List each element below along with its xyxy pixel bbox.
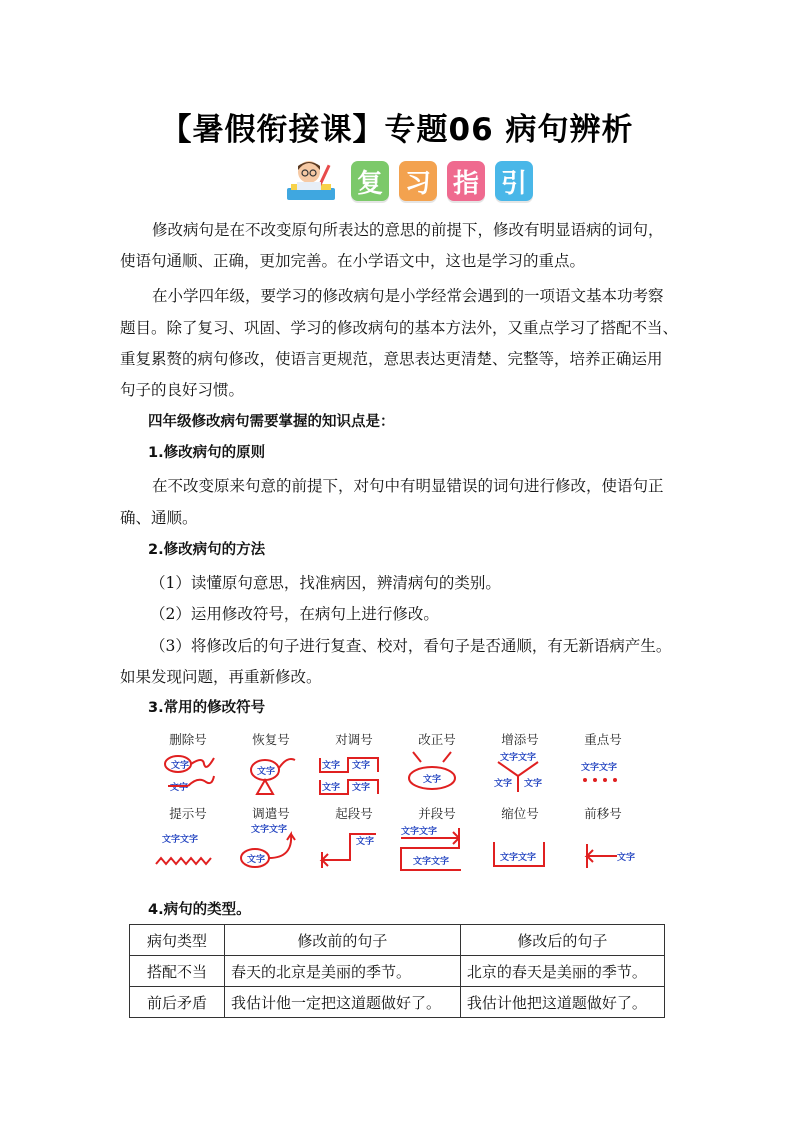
symbol-restore: 恢复号 文字: [231, 730, 311, 800]
new-paragraph-mark-icon: [314, 820, 394, 876]
knowledge-heading: 四年级修改病句需要掌握的知识点是：: [148, 414, 395, 430]
table-row: [130, 956, 665, 987]
section2-heading: 2.修改病句的方法: [148, 542, 266, 558]
row2-after: 我估计他把这道题做好了。: [460, 987, 664, 1018]
svg-text:文字: 文字: [170, 783, 189, 793]
move-forward-mark-icon: [563, 820, 643, 876]
svg-text:文字文字: 文字文字: [500, 853, 537, 863]
move-mark-icon: [231, 820, 311, 876]
symbol-indent: 缩位号 文字文字: [480, 804, 560, 874]
symbol-delete: 删除号 文字 文字: [148, 730, 228, 800]
correct-mark-icon: [397, 746, 477, 802]
intro-line-2: 使语句通顺、正确，更加完善。在小学语文中，这也是学习的重点。: [120, 252, 586, 270]
student-reading-icon: [283, 158, 341, 204]
header-before: 修改前的句子: [225, 925, 461, 956]
svg-text:文字文字: 文字文字: [401, 827, 438, 837]
header-after: 修改后的句子: [460, 925, 664, 956]
guide-char-2: 习: [399, 161, 437, 201]
symbol-new-paragraph: 起段号 文字: [314, 804, 394, 874]
hint-mark-icon: [148, 820, 228, 876]
svg-text:文字: 文字: [356, 837, 375, 847]
intro-line-4: 题目。除了复习、巩固、学习的修改病句的基本方法外，又重点学习了搭配不当、: [120, 319, 679, 337]
symbol-hint: 提示号 文字文字: [148, 804, 228, 874]
guide-char-1: 复: [351, 161, 389, 201]
symbol-swap: 对调号 文字 文字 文字 文字: [314, 730, 394, 800]
svg-text:文字: 文字: [494, 779, 513, 789]
method-item-3: （3）将修改后的句子进行复查、校对，看句子是否通顺，有无新语病产生。: [150, 637, 672, 655]
row2-before: 我估计他一定把这道题做好了。: [225, 987, 461, 1018]
merge-paragraph-mark-icon: [397, 820, 477, 876]
guide-char-4: 引: [495, 161, 533, 201]
svg-text:文字文字: 文字文字: [581, 763, 618, 773]
svg-text:文字文字: 文字文字: [413, 857, 450, 867]
symbol-move-forward: 前移号 文字: [563, 804, 643, 874]
row1-type: 搭配不当: [130, 956, 225, 987]
intro-line-5: 重复累赘的病句修改，使语言更规范，意思表达更清楚、完整等，培养正确运用: [120, 350, 663, 368]
section1-heading: 1.修改病句的原则: [148, 445, 266, 461]
svg-text:文字: 文字: [322, 783, 341, 793]
svg-text:文字: 文字: [352, 761, 371, 771]
symbol-emphasis: 重点号 文字文字: [563, 730, 643, 800]
svg-text:文字: 文字: [524, 779, 543, 789]
guide-char-3: 指: [447, 161, 485, 201]
insert-mark-icon: [480, 746, 560, 802]
symbol-correct: 改正号 文字: [397, 730, 477, 800]
svg-text:文字: 文字: [257, 767, 276, 777]
section4-heading: 4.病句的类型。: [148, 902, 251, 918]
header-type: 病句类型: [130, 925, 225, 956]
section1-line-1: 在不改变原来句意的前提下，对句中有明显错误的词句进行修改，使语句正: [152, 477, 664, 495]
emphasis-mark-icon: [563, 746, 643, 802]
swap-mark-icon: [314, 746, 394, 802]
delete-mark-icon: [148, 746, 228, 802]
section3-heading: 3.常用的修改符号: [148, 700, 266, 716]
method-item-2: （2）运用修改符号，在病句上进行修改。: [150, 605, 439, 623]
row1-after: 北京的春天是美丽的季节。: [460, 956, 664, 987]
symbol-insert: 增添号 文字文字 文字 文字: [480, 730, 560, 800]
indent-mark-icon: [480, 820, 560, 876]
svg-text:文字: 文字: [352, 783, 371, 793]
row2-type: 前后矛盾: [130, 987, 225, 1018]
svg-text:文字: 文字: [247, 855, 266, 865]
svg-text:文字文字: 文字文字: [162, 835, 199, 845]
intro-line-3: 在小学四年级，要学习的修改病句是小学经常会遇到的一项语文基本功考察: [152, 287, 664, 305]
svg-text:文字文字: 文字文字: [500, 753, 537, 763]
svg-text:文字: 文字: [171, 761, 190, 771]
correction-symbols-figure: [148, 730, 648, 880]
method-item-3-cont: 如果发现问题，再重新修改。: [120, 668, 322, 686]
symbol-merge-paragraph: 并段号 文字文字 文字文字: [397, 804, 477, 874]
sentence-types-table: [129, 924, 665, 1018]
svg-text:文字: 文字: [322, 761, 341, 771]
page-title: 【暑假衔接课】专题06 病句辨析: [160, 112, 634, 148]
review-guide-banner: [283, 158, 543, 204]
table-row: [130, 987, 665, 1018]
svg-text:文字: 文字: [423, 775, 442, 785]
section1-line-2: 确、通顺。: [120, 509, 198, 527]
restore-mark-icon: [231, 746, 311, 802]
svg-text:文字: 文字: [617, 853, 636, 863]
symbol-move: 调遣号 文字文字 文字: [231, 804, 311, 874]
table-header-row: [130, 925, 665, 956]
intro-line-1: 修改病句是在不改变原句所表达的意思的前提下，修改有明显语病的词句，: [152, 221, 664, 239]
intro-line-6: 句子的良好习惯。: [120, 381, 245, 399]
svg-text:文字文字: 文字文字: [251, 825, 288, 835]
row1-before: 春天的北京是美丽的季节。: [225, 956, 461, 987]
method-item-1: （1）读懂原句意思，找准病因，辨清病句的类别。: [150, 574, 501, 592]
